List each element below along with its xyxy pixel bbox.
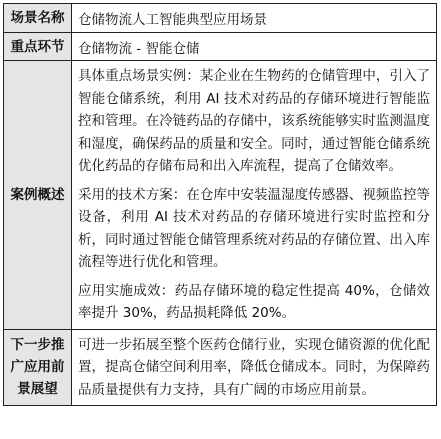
- technical-solution-paragraph: 采用的技术方案：在仓库中安装温湿度传感器、视频监控等设备，利用 AI 技术对药品的存储环境进行实时监控和分析，同时通过智能仓储管理系统对药品的存储位置、出入库流程等进行优化和管理。: [78, 186, 430, 270]
- scene-name-value: 仓储物流人工智能典型应用场景: [72, 4, 437, 33]
- case-table: [3, 3, 437, 406]
- row-outlook: [4, 329, 437, 406]
- row-case-overview: [4, 61, 437, 330]
- key-link-label: 重点环节: [4, 33, 72, 61]
- scene-name-label: 场景名称: [4, 4, 72, 33]
- outlook-paragraph: 可进一步拓展至整个医药仓储行业，实现仓储资源的优化配置，提高仓储空间利用率，降低仓储成本。同时，为保障药品质量提供有力支持，具有广阔的市场应用前景。: [78, 336, 430, 398]
- row-key-link: [4, 33, 437, 61]
- key-link-value: 仓储物流 - 智能仓储: [72, 33, 437, 61]
- case-overview-content: [72, 61, 437, 330]
- outlook-label: 下一步推广应用前景展望: [4, 329, 72, 406]
- case-overview-label: 案例概述: [4, 61, 72, 330]
- row-scene-name: [4, 4, 437, 33]
- outlook-content: [72, 329, 437, 406]
- implementation-results-paragraph: 应用实施成效：药品存储环境的稳定性提高 40%，仓储效率提升 30%，药品损耗降低 20%。: [78, 282, 430, 321]
- scenario-example-paragraph: 具体重点场景实例：某企业在生物药的仓储管理中，引入了智能仓储系统，利用 AI 技术对药品的存储环境进行智能监控和管理。在冷链药品的存储中，该系统能够实时监测温度和湿度，确保药品的质量和安全。同时，通过智能仓储系统优化药品的存储布局和出入库流程，提高了仓储效率。: [78, 68, 430, 174]
